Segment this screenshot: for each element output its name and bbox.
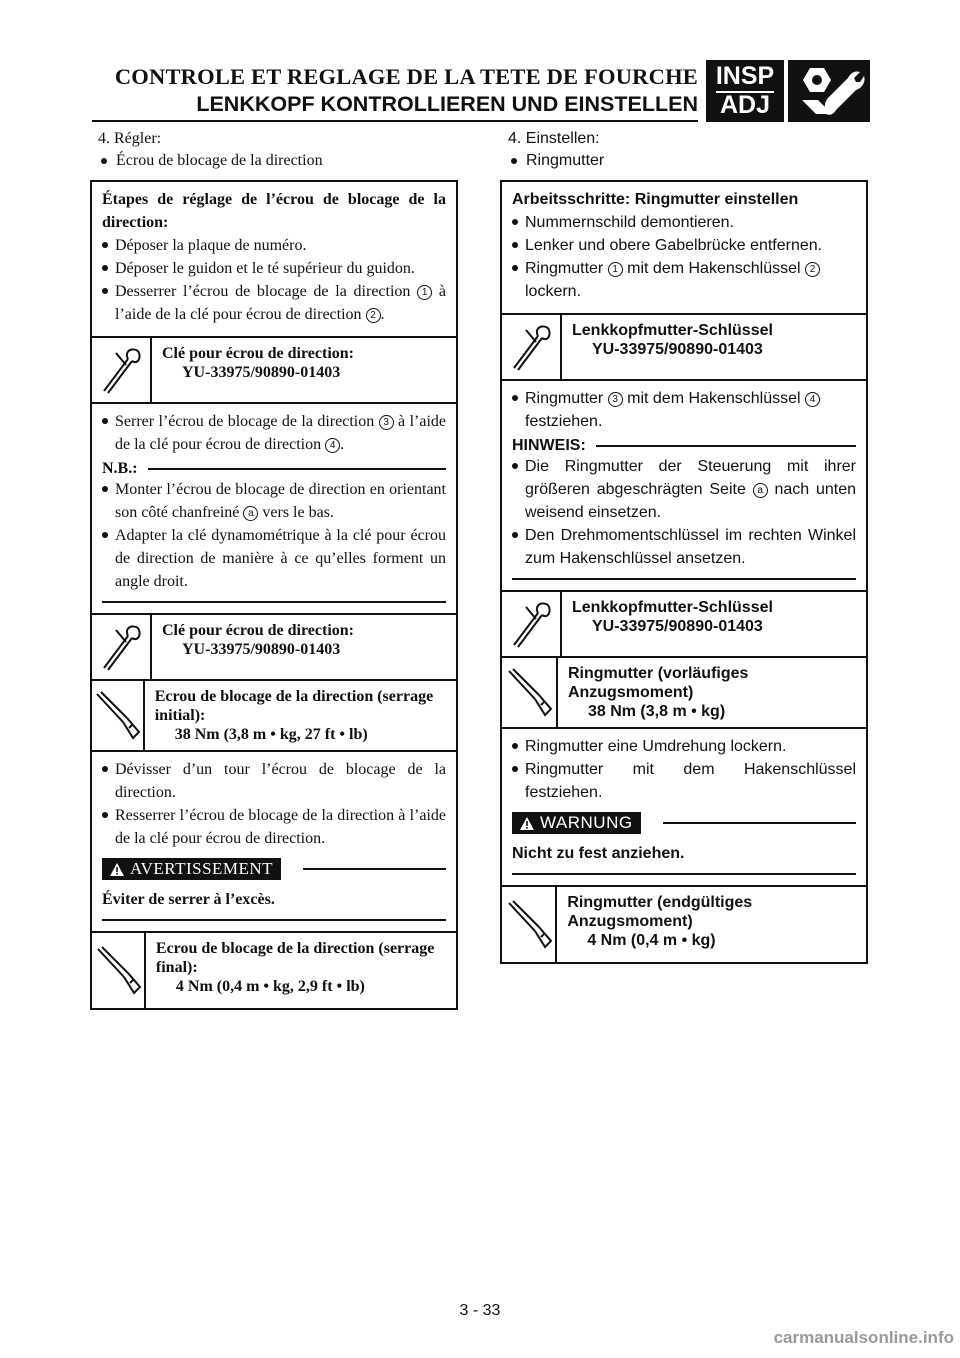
note-end-rule bbox=[512, 578, 856, 580]
callout-number: 1 bbox=[608, 262, 623, 277]
watermark: carmanualsonline.info bbox=[773, 1328, 954, 1347]
warning-icon bbox=[520, 817, 534, 830]
loosen-bullet: Ringmutter eine Umdrehung lockern. bbox=[512, 735, 856, 758]
tool-name: Lenkkopfmutter-Schlüssel bbox=[572, 599, 773, 616]
torque-spec-row bbox=[502, 656, 866, 727]
note-bullet: Adapter la clé dynamométrique à la clé pour écrou de direction de manière à ce qu’elles forment un angle droit. bbox=[102, 524, 446, 593]
column-french bbox=[90, 128, 458, 1010]
loosen-bullet: Dévisser d’un tour l’écrou de blocage de la direction. bbox=[102, 758, 446, 804]
callout-number: 3 bbox=[608, 392, 623, 407]
warning-text: Nicht zu fest anziehen. bbox=[512, 845, 685, 862]
torque-value: 38 Nm (3,8 m • kg) bbox=[587, 703, 726, 720]
procedure-bullet: Desserrer l’écrou de blocage de la direction 1 à l’aide de la clé pour écrou de direction 2 . bbox=[102, 280, 446, 326]
callout-number: 2 bbox=[805, 262, 820, 277]
note-bullet: Die Ringmutter der Steuerung mit ihrer größeren abgeschrägten Seite a nach unten weisend einsetzen. bbox=[512, 455, 856, 524]
tool-code: YU-33975/90890-01403 bbox=[592, 618, 763, 635]
torque-wrench-icon bbox=[92, 933, 146, 1008]
badge-line-2: ADJ bbox=[719, 91, 770, 119]
callout-number: 4 bbox=[325, 438, 340, 453]
tool-name: Clé pour écrou de direction: bbox=[162, 345, 354, 362]
tool-code: YU-33975/90890-01403 bbox=[182, 364, 341, 381]
hook-wrench-icon bbox=[502, 315, 562, 379]
torque-wrench-icon bbox=[502, 658, 558, 727]
callout-number: 3 bbox=[379, 415, 394, 430]
torque-name: Ringmutter (endgültiges Anzugsmoment) bbox=[567, 894, 753, 930]
torque-spec-row bbox=[92, 679, 456, 750]
tool-name: Lenkkopfmutter-Schlüssel bbox=[572, 322, 773, 339]
warning-label: AVERTISSEMENT bbox=[130, 859, 274, 878]
special-tool-row bbox=[92, 613, 456, 679]
torque-wrench-icon bbox=[502, 887, 557, 962]
warning-text: Éviter de serrer à l’excès. bbox=[102, 891, 275, 908]
column-german bbox=[500, 128, 868, 964]
torque-value: 4 Nm (0,4 m • kg, 2,9 ft • lb) bbox=[175, 978, 365, 995]
insp-adj-badge bbox=[706, 60, 784, 122]
special-tool-row bbox=[92, 336, 456, 402]
note-bullet: Den Drehmomentschlüssel im rechten Winkel zum Hakenschlüssel ansetzen. bbox=[512, 524, 856, 570]
page-number: 3 - 33 bbox=[459, 1302, 501, 1319]
step-heading: 4. Régler: bbox=[98, 130, 162, 147]
torque-name: Ringmutter (vorläufiges Anzugsmoment) bbox=[567, 665, 749, 701]
special-tool-row bbox=[502, 590, 866, 656]
warning-badge bbox=[512, 812, 641, 834]
torque-name: Ecrou de blocage de la direction (serrage final): bbox=[155, 940, 435, 976]
procedure-bullet: Ringmutter 1 mit dem Hakenschlüssel 2 lockern. bbox=[512, 257, 856, 303]
note-bullet: Monter l’écrou de blocage de direction en orientant son côté chanfreiné a vers le bas. bbox=[102, 478, 446, 524]
tool-code: YU-33975/90890-01403 bbox=[592, 341, 763, 358]
header-rule bbox=[92, 120, 698, 122]
procedure-title: Étapes de réglage de l’écrou de blocage de la direction: bbox=[102, 191, 446, 231]
torque-spec-row bbox=[502, 885, 866, 962]
callout-number: 4 bbox=[805, 392, 820, 407]
hook-wrench-icon bbox=[92, 338, 152, 402]
callout-letter: a bbox=[243, 506, 258, 521]
note-heading bbox=[102, 460, 446, 478]
procedure-title: Arbeitsschritte: Ringmutter einstellen bbox=[512, 191, 799, 208]
torque-spec-row bbox=[92, 931, 456, 1008]
procedure-box bbox=[500, 180, 868, 964]
tighten-section bbox=[502, 379, 866, 590]
wrench-nut-icon bbox=[788, 60, 870, 122]
callout-number: 2 bbox=[366, 308, 381, 323]
step-item: Ringmutter bbox=[526, 150, 868, 172]
hook-wrench-icon bbox=[502, 592, 562, 656]
torque-wrench-icon bbox=[92, 681, 145, 750]
loosen-section bbox=[92, 750, 456, 931]
procedure-bullet: Nummernschild demontieren. bbox=[512, 211, 856, 234]
procedure-box bbox=[90, 180, 458, 1010]
page-header bbox=[92, 60, 870, 122]
procedure-section bbox=[92, 182, 456, 336]
note-heading bbox=[512, 437, 856, 455]
note-end-rule bbox=[102, 601, 446, 603]
tool-code: YU-33975/90890-01403 bbox=[182, 641, 341, 658]
procedure-section bbox=[502, 182, 866, 313]
warning-label: WARNUNG bbox=[540, 813, 633, 832]
tool-name: Clé pour écrou de direction: bbox=[162, 622, 354, 639]
note-label: HINWEIS: bbox=[512, 437, 586, 454]
warning-heading bbox=[102, 858, 446, 880]
title-german: LENKKOPF KONTROLLIEREN UND EINSTELLEN bbox=[196, 92, 698, 116]
loosen-section bbox=[502, 727, 866, 885]
procedure-bullet: Déposer la plaque de numéro. bbox=[102, 234, 446, 257]
tighten-bullet: Ringmutter 3 mit dem Hakenschlüssel 4 festziehen. bbox=[512, 387, 856, 433]
procedure-bullet: Déposer le guidon et le té supérieur du guidon. bbox=[102, 257, 446, 280]
torque-value: 38 Nm (3,8 m • kg, 27 ft • lb) bbox=[174, 726, 368, 743]
callout-letter: a bbox=[753, 483, 768, 498]
callout-number: 1 bbox=[417, 285, 432, 300]
title-french: CONTROLE ET REGLAGE DE LA TETE DE FOURCHE bbox=[114, 64, 698, 89]
special-tool-row bbox=[502, 313, 866, 379]
warning-heading bbox=[512, 812, 856, 834]
warning-icon bbox=[110, 863, 124, 876]
torque-name: Ecrou de blocage de la direction (serrage initial): bbox=[154, 688, 434, 724]
hook-wrench-icon bbox=[92, 615, 152, 679]
warning-end-rule bbox=[102, 919, 446, 921]
procedure-bullet: Lenker und obere Gabelbrücke entfernen. bbox=[512, 234, 856, 257]
tighten-bullet: Serrer l’écrou de blocage de la direction 3 à l’aide de la clé pour écrou de direction 4 . bbox=[102, 410, 446, 456]
badge-line-1: INSP bbox=[715, 62, 775, 90]
step-item: Écrou de blocage de la direction bbox=[116, 150, 458, 172]
step-heading: 4. Einstellen: bbox=[508, 130, 600, 147]
loosen-bullet: Ringmutter mit dem Hakenschlüssel festziehen. bbox=[512, 758, 856, 804]
warning-end-rule bbox=[512, 873, 856, 875]
warning-badge bbox=[102, 858, 281, 880]
loosen-bullet: Resserrer l’écrou de blocage de la direction à l’aide de la clé pour écrou de direction. bbox=[102, 804, 446, 850]
note-label: N.B.: bbox=[102, 460, 138, 477]
torque-value: 4 Nm (0,4 m • kg) bbox=[587, 932, 716, 949]
tighten-section bbox=[92, 402, 456, 613]
